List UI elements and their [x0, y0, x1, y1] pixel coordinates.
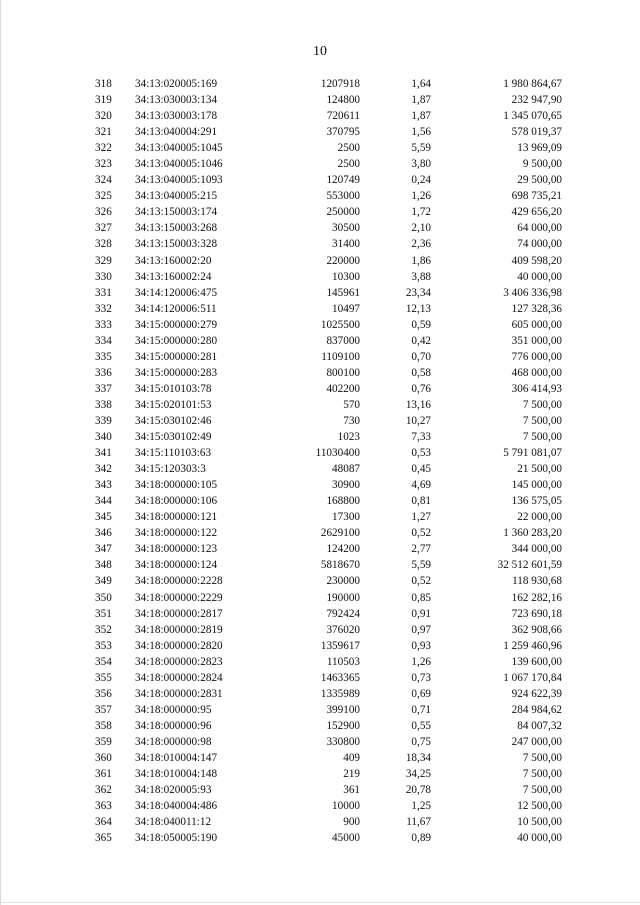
cadastral-number: 34:13:150003:268	[135, 222, 218, 235]
amount-value: 40 000,00	[517, 832, 562, 845]
row-number: 339	[95, 414, 112, 427]
table-row	[0, 220, 640, 236]
row-number: 336	[95, 366, 112, 379]
amount-value: 13 969,09	[517, 142, 562, 155]
table-row	[0, 590, 640, 606]
row-number: 328	[95, 238, 112, 251]
area-value: 110503	[326, 655, 360, 668]
cadastral-number: 34:18:000000:2824	[135, 671, 223, 684]
table-row	[0, 670, 640, 686]
amount-value: 29 500,00	[517, 174, 562, 187]
cadastral-number: 34:18:000000:2228	[135, 575, 223, 588]
row-number: 343	[95, 479, 112, 492]
cadastral-number: 34:18:000000:2820	[135, 639, 223, 652]
amount-value: 7 500,00	[522, 751, 562, 764]
row-number: 320	[95, 110, 112, 123]
table-row	[0, 156, 640, 172]
table-row	[0, 253, 640, 269]
amount-value: 7 500,00	[522, 768, 562, 781]
table-row	[0, 606, 640, 622]
cadastral-number: 34:15:120303:3	[135, 463, 206, 476]
area-value: 399100	[326, 703, 360, 716]
area-value: 10000	[332, 800, 360, 813]
rate-value: 11,67	[406, 816, 431, 829]
cadastral-number: 34:18:000000:106	[135, 495, 218, 508]
cadastral-number: 34:18:000000:122	[135, 527, 218, 540]
area-value: 124800	[326, 94, 360, 107]
cadastral-number: 34:18:000000:2817	[135, 607, 223, 620]
page-bottom-edge	[0, 902, 640, 903]
area-value: 145961	[326, 286, 360, 299]
amount-value: 776 000,00	[511, 350, 562, 363]
table-row	[0, 702, 640, 718]
amount-value: 578 019,37	[511, 126, 562, 139]
table-row	[0, 541, 640, 557]
table-row	[0, 317, 640, 333]
area-value: 409	[343, 751, 360, 764]
row-number: 345	[95, 511, 112, 524]
amount-value: 344 000,00	[511, 543, 562, 556]
table-row	[0, 188, 640, 204]
cadastral-number: 34:13:040005:1046	[135, 158, 223, 171]
table-row	[0, 381, 640, 397]
row-number: 360	[95, 751, 112, 764]
rate-value: 1,26	[411, 655, 431, 668]
rate-value: 1,56	[411, 126, 431, 139]
rate-value: 0,91	[411, 607, 431, 620]
rate-value: 0,24	[411, 174, 431, 187]
amount-value: 136 575,05	[511, 495, 562, 508]
rate-value: 13,16	[405, 398, 431, 411]
row-number: 355	[95, 671, 112, 684]
rate-value: 0,58	[411, 366, 431, 379]
table-row	[0, 413, 640, 429]
amount-value: 247 000,00	[511, 735, 562, 748]
amount-value: 351 000,00	[511, 334, 562, 347]
amount-value: 1 067 170,84	[503, 671, 562, 684]
amount-value: 7 500,00	[522, 414, 562, 427]
cadastral-number: 34:18:000000:2819	[135, 623, 223, 636]
amount-value: 698 735,21	[511, 190, 562, 203]
area-value: 152900	[326, 719, 360, 732]
table-row	[0, 493, 640, 509]
rate-value: 5,59	[411, 559, 431, 572]
cadastral-number: 34:15:110103:63	[135, 447, 212, 460]
rate-value: 2,77	[411, 543, 431, 556]
row-number: 331	[95, 286, 112, 299]
cadastral-number: 34:18:000000:105	[135, 479, 218, 492]
cadastral-number: 34:18:000000:124	[135, 559, 218, 572]
cadastral-number: 34:18:000000:98	[135, 735, 212, 748]
table-row	[0, 269, 640, 285]
area-value: 45000	[332, 832, 360, 845]
area-value: 11030400	[315, 447, 360, 460]
row-number: 344	[95, 495, 112, 508]
row-number: 321	[95, 126, 112, 139]
area-value: 2500	[337, 142, 360, 155]
amount-value: 74 000,00	[517, 238, 562, 251]
cadastral-number: 34:15:000000:283	[135, 366, 218, 379]
area-value: 330800	[326, 735, 360, 748]
rate-value: 1,27	[411, 511, 431, 524]
table-row	[0, 333, 640, 349]
rate-value: 3,80	[411, 158, 431, 171]
row-number: 334	[95, 334, 112, 347]
row-number: 352	[95, 623, 112, 636]
cadastral-number: 34:13:150003:328	[135, 238, 218, 251]
rate-value: 1,72	[411, 206, 431, 219]
area-value: 190000	[326, 591, 360, 604]
area-value: 120749	[326, 174, 360, 187]
row-number: 357	[95, 703, 112, 716]
page-number: 10	[313, 44, 327, 59]
cadastral-number: 34:15:000000:281	[135, 350, 218, 363]
table-row	[0, 654, 640, 670]
table-row	[0, 782, 640, 798]
table-row	[0, 236, 640, 252]
row-number: 325	[95, 190, 112, 203]
area-value: 1359617	[320, 639, 360, 652]
row-number: 326	[95, 206, 112, 219]
rate-value: 0,93	[411, 639, 431, 652]
table-row	[0, 92, 640, 108]
area-value: 1207918	[320, 78, 360, 90]
area-value: 220000	[326, 254, 360, 267]
amount-value: 7 500,00	[522, 784, 562, 797]
row-number: 342	[95, 463, 112, 476]
row-number: 346	[95, 527, 112, 540]
area-value: 10300	[332, 270, 360, 283]
amount-value: 22 000,00	[517, 511, 562, 524]
table-row	[0, 76, 640, 92]
amount-value: 7 500,00	[522, 431, 562, 444]
amount-value: 5 791 081,07	[503, 447, 562, 460]
table-row	[0, 140, 640, 156]
area-value: 1025500	[320, 318, 360, 331]
cadastral-number: 34:13:040004:291	[135, 126, 218, 139]
rate-value: 20,78	[405, 784, 431, 797]
amount-value: 64 000,00	[517, 222, 562, 235]
amount-value: 306 414,93	[511, 382, 562, 395]
amount-value: 362 908,66	[511, 623, 562, 636]
cadastral-number: 34:18:040004:486	[135, 800, 218, 813]
row-number: 358	[95, 719, 112, 732]
cadastral-number: 34:13:150003:174	[135, 206, 218, 219]
rate-value: 1,87	[411, 94, 431, 107]
row-number: 335	[95, 350, 112, 363]
row-number: 361	[95, 768, 112, 781]
amount-value: 723 690,18	[511, 607, 562, 620]
row-number: 347	[95, 543, 112, 556]
amount-value: 127 328,36	[511, 302, 562, 315]
amount-value: 162 282,16	[511, 591, 562, 604]
amount-value: 284 984,62	[511, 703, 562, 716]
row-number: 330	[95, 270, 112, 283]
area-value: 30500	[332, 222, 360, 235]
table-row	[0, 814, 640, 830]
table-row	[0, 525, 640, 541]
table-row	[0, 285, 640, 301]
table-row	[0, 477, 640, 493]
area-value: 31400	[332, 238, 360, 251]
table-row	[0, 557, 640, 573]
table-row	[0, 830, 640, 846]
cadastral-number: 34:13:030003:178	[135, 110, 218, 123]
rate-value: 23,34	[405, 286, 431, 299]
area-value: 1463365	[320, 671, 360, 684]
rate-value: 0,89	[411, 832, 431, 845]
area-value: 1109100	[321, 350, 360, 363]
rate-value: 0,45	[411, 463, 431, 476]
row-number: 324	[95, 174, 112, 187]
area-value: 219	[343, 768, 360, 781]
area-value: 570	[343, 398, 360, 411]
row-number: 363	[95, 800, 112, 813]
row-number: 349	[95, 575, 112, 588]
row-number: 319	[95, 94, 112, 107]
row-number: 341	[95, 447, 112, 460]
rate-value: 0,81	[411, 495, 431, 508]
table-row	[0, 718, 640, 734]
table-row	[0, 397, 640, 413]
rate-value: 10,27	[405, 414, 431, 427]
table-row	[0, 622, 640, 638]
amount-value: 409 598,20	[511, 254, 562, 267]
table-row	[0, 445, 640, 461]
amount-value: 429 656,20	[511, 206, 562, 219]
amount-value: 232 947,90	[511, 94, 562, 107]
cadastral-number: 34:18:000000:2229	[135, 591, 223, 604]
amount-value: 1 980 864,67	[503, 78, 562, 90]
area-value: 124200	[326, 543, 360, 556]
amount-value: 7 500,00	[522, 398, 562, 411]
area-value: 30900	[332, 479, 360, 492]
rate-value: 1,86	[411, 254, 431, 267]
table-row	[0, 734, 640, 750]
cadastral-number: 34:15:000000:279	[135, 318, 218, 331]
cadastral-number: 34:18:000000:123	[135, 543, 218, 556]
area-value: 376020	[326, 623, 360, 636]
row-number: 323	[95, 158, 112, 171]
cadastral-number: 34:13:030003:134	[135, 94, 218, 107]
cadastral-number: 34:18:010004:147	[135, 751, 218, 764]
row-number: 354	[95, 655, 112, 668]
rate-value: 0,76	[411, 382, 431, 395]
amount-value: 21 500,00	[517, 463, 562, 476]
cadastral-number: 34:18:000000:96	[135, 719, 212, 732]
amount-value: 3 406 336,98	[503, 286, 562, 299]
cadastral-number: 34:18:000000:95	[135, 703, 212, 716]
area-value: 792424	[326, 607, 360, 620]
area-value: 5818670	[320, 559, 360, 572]
row-number: 362	[95, 784, 112, 797]
table-row	[0, 429, 640, 445]
cadastral-number: 34:15:010103:78	[135, 382, 212, 395]
rate-value: 0,85	[411, 591, 431, 604]
rate-value: 0,52	[411, 527, 431, 540]
cadastral-number: 34:13:040005:215	[135, 190, 218, 203]
area-value: 1335989	[320, 687, 360, 700]
row-number: 329	[95, 254, 112, 267]
area-value: 402200	[326, 382, 360, 395]
amount-value: 12 500,00	[517, 800, 562, 813]
rate-value: 0,55	[411, 719, 431, 732]
table-row	[0, 365, 640, 381]
table-row	[0, 124, 640, 140]
cadastral-number: 34:13:160002:24	[135, 270, 212, 283]
table-row	[0, 461, 640, 477]
table-row	[0, 172, 640, 188]
rate-value: 0,75	[411, 735, 431, 748]
amount-value: 924 622,39	[511, 687, 562, 700]
amount-value: 139 600,00	[511, 655, 562, 668]
rate-value: 0,71	[411, 703, 431, 716]
amount-value: 84 007,32	[517, 719, 562, 732]
amount-value: 32 512 601,59	[497, 559, 562, 572]
rate-value: 1,64	[411, 78, 431, 90]
area-value: 1023	[337, 431, 360, 444]
row-number: 322	[95, 142, 112, 155]
cadastral-number: 34:15:000000:280	[135, 334, 218, 347]
row-number: 350	[95, 591, 112, 604]
area-value: 10497	[332, 302, 360, 315]
area-value: 2500	[337, 158, 360, 171]
rate-value: 0,73	[411, 671, 431, 684]
area-value: 553000	[326, 190, 360, 203]
cadastral-number: 34:14:120006:511	[135, 302, 217, 315]
rate-value: 2,36	[411, 238, 431, 251]
rate-value: 34,25	[405, 768, 431, 781]
row-number: 327	[95, 222, 112, 235]
cadastral-number: 34:18:000000:2823	[135, 655, 223, 668]
rate-value: 0,69	[411, 687, 431, 700]
row-number: 340	[95, 431, 112, 444]
row-number: 333	[95, 318, 112, 331]
cadastral-number: 34:18:020005:93	[135, 784, 212, 797]
row-number: 359	[95, 735, 112, 748]
area-value: 48087	[332, 463, 360, 476]
rate-value: 12,13	[405, 302, 431, 315]
amount-value: 10 500,00	[517, 816, 562, 829]
rate-value: 0,59	[411, 318, 431, 331]
table-row	[0, 750, 640, 766]
area-value: 2629100	[320, 527, 360, 540]
amount-value: 118 930,68	[512, 575, 562, 588]
table-row	[0, 301, 640, 317]
cadastral-number: 34:18:000000:121	[135, 511, 218, 524]
row-number: 364	[95, 816, 112, 829]
rate-value: 1,87	[411, 110, 431, 123]
area-value: 250000	[326, 206, 360, 219]
area-value: 17300	[332, 511, 360, 524]
amount-value: 40 000,00	[517, 270, 562, 283]
table-row	[0, 573, 640, 589]
row-number: 348	[95, 559, 112, 572]
cadastral-number: 34:15:030102:49	[135, 431, 212, 444]
area-value: 370795	[326, 126, 360, 139]
row-number: 351	[95, 607, 112, 620]
area-value: 168800	[326, 495, 360, 508]
row-number: 337	[95, 382, 112, 395]
table-row	[0, 638, 640, 654]
area-value: 230000	[326, 575, 360, 588]
table-row	[0, 798, 640, 814]
row-number: 338	[95, 398, 112, 411]
rate-value: 2,10	[411, 222, 431, 235]
cadastral-number: 34:18:000000:2831	[135, 687, 223, 700]
amount-value: 1 259 460,96	[503, 639, 562, 652]
rate-value: 0,53	[411, 447, 431, 460]
area-value: 837000	[326, 334, 360, 347]
table-row	[0, 204, 640, 220]
cadastral-number: 34:18:010004:148	[135, 768, 218, 781]
table-row	[0, 686, 640, 702]
cadastral-number: 34:13:160002:20	[135, 254, 212, 267]
area-value: 720611	[326, 110, 360, 123]
rate-value: 3,88	[411, 270, 431, 283]
rate-value: 0,52	[411, 575, 431, 588]
row-number: 365	[95, 832, 112, 845]
parcel-table	[0, 76, 640, 846]
amount-value: 1 360 283,20	[503, 527, 562, 540]
rate-value: 0,70	[411, 350, 431, 363]
cadastral-number: 34:18:050005:190	[135, 832, 218, 845]
amount-value: 468 000,00	[511, 366, 562, 379]
table-row	[0, 108, 640, 124]
table-row	[0, 509, 640, 525]
amount-value: 145 000,00	[511, 479, 562, 492]
area-value: 730	[343, 414, 360, 427]
table-row	[0, 766, 640, 782]
rate-value: 7,33	[411, 431, 431, 444]
row-number: 353	[95, 639, 112, 652]
cadastral-number: 34:14:120006:475	[135, 286, 218, 299]
area-value: 800100	[326, 366, 360, 379]
cadastral-number: 34:13:040005:1045	[135, 142, 223, 155]
rate-value: 1,25	[411, 800, 431, 813]
rate-value: 0,97	[411, 623, 431, 636]
area-value: 900	[343, 816, 360, 829]
row-number: 356	[95, 687, 112, 700]
cadastral-number: 34:13:040005:1093	[135, 174, 223, 187]
cadastral-number: 34:13:020005:169	[135, 78, 218, 90]
amount-value: 605 000,00	[511, 318, 562, 331]
amount-value: 9 500,00	[522, 158, 562, 171]
rate-value: 18,34	[405, 751, 431, 764]
cadastral-number: 34:15:030102:46	[135, 414, 212, 427]
rate-value: 1,26	[411, 190, 431, 203]
cadastral-number: 34:15:020101:53	[135, 398, 212, 411]
amount-value: 1 345 070,65	[503, 110, 562, 123]
area-value: 361	[343, 784, 360, 797]
rate-value: 0,42	[411, 334, 431, 347]
row-number: 332	[95, 302, 112, 315]
row-number: 318	[95, 78, 112, 90]
table-row	[0, 349, 640, 365]
rate-value: 4,69	[411, 479, 431, 492]
rate-value: 5,59	[411, 142, 431, 155]
cadastral-number: 34:18:040011:12	[135, 816, 212, 829]
